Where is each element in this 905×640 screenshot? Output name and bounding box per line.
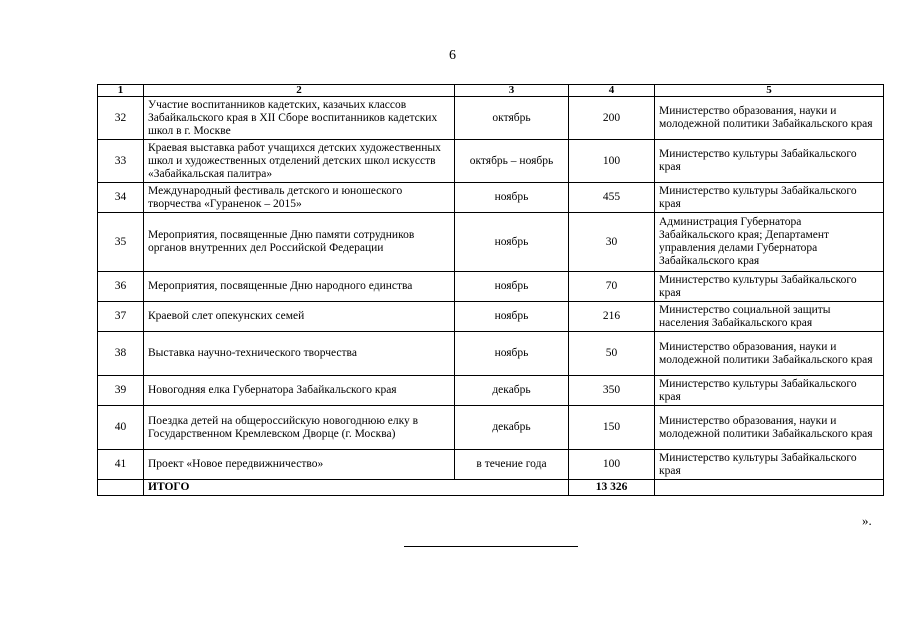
total-count: 13 326 — [569, 480, 655, 496]
participant-count: 150 — [569, 406, 655, 450]
participant-count: 100 — [569, 140, 655, 183]
event-name: Международный фестиваль детского и юношеского творчества «Гураненок – 2015» — [144, 183, 455, 213]
participant-count: 350 — [569, 376, 655, 406]
total-label: ИТОГО — [144, 480, 569, 496]
row-number: 41 — [98, 450, 144, 480]
event-name: Новогодняя елка Губернатора Забайкальского края — [144, 376, 455, 406]
responsible-body: Министерство социальной защиты населения Забайкальского края — [655, 302, 884, 332]
row-number: 36 — [98, 272, 144, 302]
total-row — [98, 480, 884, 496]
event-date: ноябрь — [455, 332, 569, 376]
event-date: декабрь — [455, 406, 569, 450]
event-date: декабрь — [455, 376, 569, 406]
event-name: Краевая выставка работ учащихся детских художественных школ и художественных отделений детских школ искусств «Забайкальская палитра» — [144, 140, 455, 183]
column-header: 5 — [655, 85, 884, 97]
page-number: 6 — [449, 48, 456, 63]
table-row — [98, 97, 884, 140]
responsible-body: Министерство культуры Забайкальского края — [655, 450, 884, 480]
table-row — [98, 376, 884, 406]
event-date: в течение года — [455, 450, 569, 480]
total-empty-cell — [655, 480, 884, 496]
events-table — [97, 84, 884, 496]
row-number: 33 — [98, 140, 144, 183]
event-date: ноябрь — [455, 272, 569, 302]
row-number: 35 — [98, 213, 144, 272]
participant-count: 200 — [569, 97, 655, 140]
table-row — [98, 183, 884, 213]
responsible-body: Министерство культуры Забайкальского края — [655, 183, 884, 213]
responsible-body: Министерство культуры Забайкальского края — [655, 140, 884, 183]
total-empty-cell — [98, 480, 144, 496]
table-row — [98, 406, 884, 450]
participant-count: 30 — [569, 213, 655, 272]
table-row — [98, 302, 884, 332]
table-row — [98, 213, 884, 272]
event-name: Мероприятия, посвященные Дню памяти сотрудников органов внутренних дел Российской Федерации — [144, 213, 455, 272]
responsible-body: Министерство образования, науки и молодежной политики Забайкальского края — [655, 97, 884, 140]
row-number: 34 — [98, 183, 144, 213]
row-number: 40 — [98, 406, 144, 450]
participant-count: 50 — [569, 332, 655, 376]
event-date: октябрь — [455, 97, 569, 140]
event-name: Выставка научно-технического творчества — [144, 332, 455, 376]
event-name: Поездка детей на общероссийскую новогоднюю елку в Государственном Кремлевском Дворце (г. Москва) — [144, 406, 455, 450]
participant-count: 70 — [569, 272, 655, 302]
responsible-body: Министерство образования, науки и молодежной политики Забайкальского края — [655, 332, 884, 376]
table-row — [98, 272, 884, 302]
column-header: 2 — [144, 85, 455, 97]
row-number: 39 — [98, 376, 144, 406]
responsible-body: Администрация Губернатора Забайкальского края; Департамент управления делами Губернатора Забайкальского края — [655, 213, 884, 272]
table-row — [98, 332, 884, 376]
event-date: ноябрь — [455, 213, 569, 272]
table-row — [98, 450, 884, 480]
separator-line — [404, 546, 578, 547]
table-row — [98, 140, 884, 183]
event-date: ноябрь — [455, 183, 569, 213]
row-number: 38 — [98, 332, 144, 376]
event-name: Проект «Новое передвижничество» — [144, 450, 455, 480]
row-number: 32 — [98, 97, 144, 140]
participant-count: 100 — [569, 450, 655, 480]
event-date: октябрь – ноябрь — [455, 140, 569, 183]
column-header: 4 — [569, 85, 655, 97]
participant-count: 216 — [569, 302, 655, 332]
event-name: Мероприятия, посвященные Дню народного единства — [144, 272, 455, 302]
event-name: Краевой слет опекунских семей — [144, 302, 455, 332]
column-header: 3 — [455, 85, 569, 97]
closing-quote: ». — [862, 513, 872, 528]
table-header-row — [98, 85, 884, 97]
responsible-body: Министерство образования, науки и молодежной политики Забайкальского края — [655, 406, 884, 450]
event-name: Участие воспитанников кадетских, казачьих классов Забайкальского края в XII Сборе воспитанников кадетских школ в г. Москве — [144, 97, 455, 140]
event-date: ноябрь — [455, 302, 569, 332]
column-header: 1 — [98, 85, 144, 97]
responsible-body: Министерство культуры Забайкальского края — [655, 376, 884, 406]
responsible-body: Министерство культуры Забайкальского края — [655, 272, 884, 302]
participant-count: 455 — [569, 183, 655, 213]
row-number: 37 — [98, 302, 144, 332]
